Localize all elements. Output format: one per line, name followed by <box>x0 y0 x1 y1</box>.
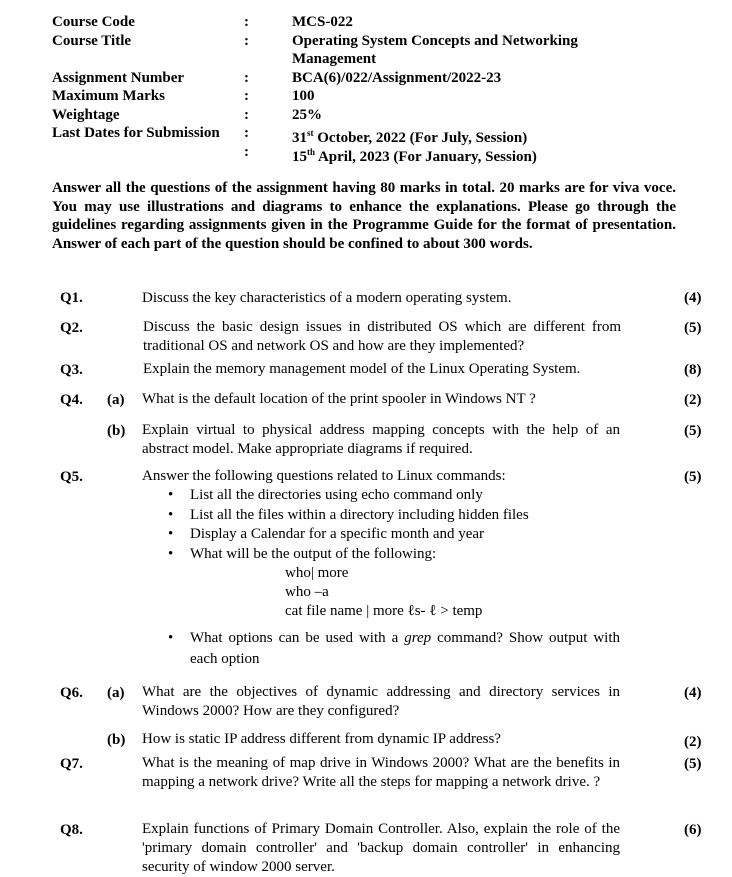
colon: : <box>244 69 249 86</box>
question-marks: (8) <box>684 362 702 378</box>
question-part-label: (b) <box>107 423 126 439</box>
question-marks: (2) <box>684 392 702 408</box>
colon: : <box>244 106 249 123</box>
course-title-label: Course Title <box>52 32 132 49</box>
question-text: Explain virtual to physical address mapping concepts with the help of an abstract model. Make appropriate diagrams if required. <box>142 422 620 457</box>
question-number: Q6. <box>60 685 83 701</box>
question-number: Q8. <box>60 822 83 838</box>
question-text: What is the default location of the print spooler in Windows NT ? <box>142 391 536 407</box>
command-example: who| more <box>285 565 349 581</box>
colon: : <box>244 14 249 30</box>
question-number: Q5. <box>60 469 83 485</box>
course-code-label: Course Code <box>52 14 135 30</box>
question-marks: (5) <box>684 320 702 336</box>
question-marks: (5) <box>684 423 702 439</box>
question-marks: (5) <box>684 469 702 485</box>
last-dates-label: Last Dates for Submission <box>52 125 220 141</box>
question-number: Q4. <box>60 392 83 408</box>
colon: : <box>244 32 249 49</box>
list-item: • List all the directories using echo command only <box>164 486 529 506</box>
command-example: cat file name | more ℓs- ℓ > temp <box>285 603 483 619</box>
question-text: Discuss the key characteristics of a modern operating system. <box>142 290 512 306</box>
question-text: Discuss the basic design issues in distributed OS which are different from traditional OS and network OS and how are they implemented? <box>143 319 621 354</box>
weightage-label: Weightage <box>52 106 120 123</box>
question-marks: (2) <box>684 734 702 750</box>
question-marks: (5) <box>684 756 702 772</box>
question-text: How is static IP address different from dynamic IP address? <box>142 731 501 747</box>
colon: : <box>244 88 249 104</box>
command-example: who –a <box>285 584 329 600</box>
weightage-value: 25% <box>292 106 322 123</box>
colon: : <box>244 125 249 141</box>
grep-question-list <box>164 628 620 669</box>
course-title-value-line1: Operating System Concepts and Networking <box>292 32 578 49</box>
maximum-marks-value: 100 <box>292 88 315 104</box>
list-item: • List all the files within a directory including hidden files <box>164 506 529 526</box>
assignment-number-label: Assignment Number <box>52 69 185 86</box>
question-text: What is the meaning of map drive in Windows 2000? What are the benefits in mapping a network drive? Write all the steps for mapping a network drive. ? <box>142 755 620 790</box>
course-title-value-line2: Management <box>292 51 377 67</box>
maximum-marks-label: Maximum Marks <box>52 88 165 104</box>
list-item: • What options can be used with a grep command? Show output with each option <box>164 628 620 669</box>
submission-date-january: 15th April, 2023 (For January, Session) <box>292 146 537 165</box>
instructions-paragraph: Answer all the questions of the assignment having 80 marks in total. 20 marks are for viva voce. You may use illustrations and diagrams to enhance the explanations. Please go through the guidelines regarding assignments given in the Programme Guide for the format of presentation. Answer of each part of the question should be confined to about 300 words. <box>52 180 676 252</box>
question-text: Answer the following questions related to Linux commands: <box>142 468 506 484</box>
question-part-label: (a) <box>107 392 125 408</box>
question-number: Q7. <box>60 756 83 772</box>
question-part-label: (b) <box>107 732 126 748</box>
question-text: Explain the memory management model of the Linux Operating System. <box>143 361 581 377</box>
submission-date-july: 31st October, 2022 (For July, Session) <box>292 128 528 146</box>
assignment-number-value: BCA(6)/022/Assignment/2022-23 <box>292 69 502 86</box>
question-marks: (4) <box>684 290 702 306</box>
question-text: Explain functions of Primary Domain Controller. Also, explain the role of the 'primary domain controller' and 'backup domain controller' in enhancing security of window 2000 server. <box>142 821 620 875</box>
question-marks: (4) <box>684 685 702 701</box>
list-item: • What will be the output of the following: <box>164 545 529 565</box>
course-code-value: MCS-022 <box>292 14 353 30</box>
colon: : <box>244 143 249 160</box>
question-text: What are the objectives of dynamic addressing and directory services in Windows 2000? How are they configured? <box>142 684 620 719</box>
question-number: Q2. <box>60 320 83 336</box>
question-part-label: (a) <box>107 685 125 701</box>
list-item: • Display a Calendar for a specific month and year <box>164 525 529 545</box>
question-marks: (6) <box>684 822 702 838</box>
linux-commands-list <box>164 486 529 564</box>
question-number: Q1. <box>60 290 83 306</box>
question-number: Q3. <box>60 362 83 378</box>
